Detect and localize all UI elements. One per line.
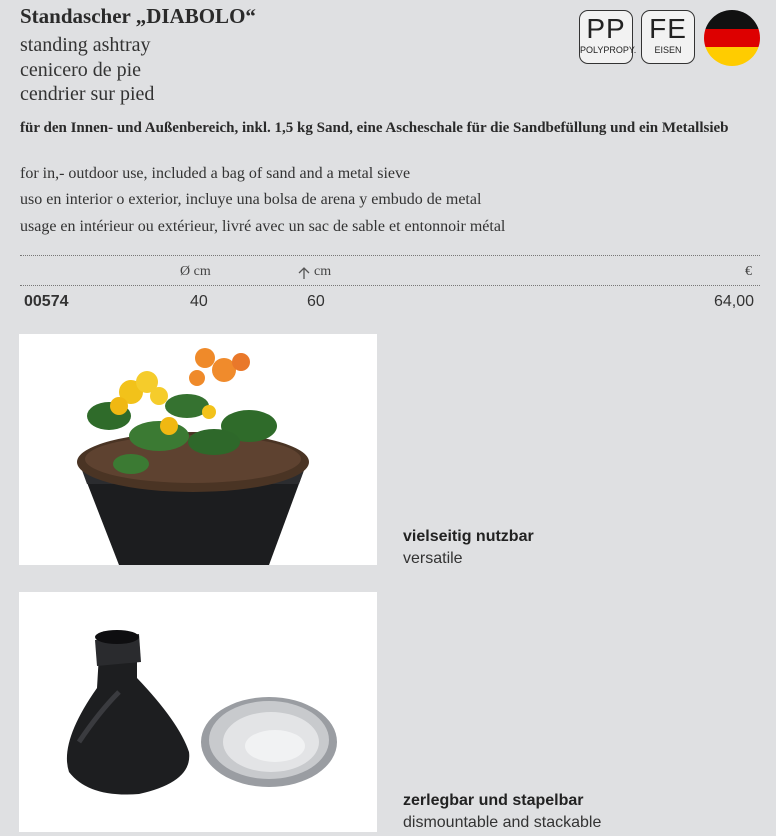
planter-photo bbox=[19, 334, 377, 565]
dismounted-parts-photo bbox=[19, 592, 377, 832]
badge-label: EISEN bbox=[654, 45, 682, 55]
price-value: 64,00 bbox=[714, 293, 755, 310]
description-english: for in,- outdoor use, included a bag of sand and a metal sieve bbox=[20, 165, 411, 182]
subtitle-english: standing ashtray bbox=[20, 34, 151, 56]
feature-caption-english: versatile bbox=[403, 550, 463, 567]
badge-label: POLYPROPY. bbox=[580, 45, 637, 55]
height-value: 60 bbox=[307, 293, 325, 310]
badge-code: PP bbox=[586, 13, 626, 44]
description-spanish: uso en interior o exterior, incluye una bolsa de arena y embudo de metal bbox=[20, 191, 482, 208]
table-divider-middle bbox=[20, 285, 760, 286]
diameter-value: 40 bbox=[190, 293, 208, 310]
material-badge-fe bbox=[641, 10, 695, 64]
product-title: Standascher „DIABOLO“ bbox=[20, 4, 256, 28]
height-arrow-icon bbox=[297, 266, 311, 280]
feature-caption-english: dismountable and stackable bbox=[403, 814, 602, 831]
description-german: für den Innen- und Außenbereich, inkl. 1,5 kg Sand, eine Ascheschale für die Sandbefüllung und ein Metallsieb bbox=[20, 120, 729, 136]
subtitle-spanish: cenicero de pie bbox=[20, 59, 142, 81]
subtitle-french: cendrier sur pied bbox=[20, 83, 155, 105]
badge-code: FE bbox=[649, 13, 687, 44]
feature-caption-german: zerlegbar und stapelbar bbox=[403, 792, 584, 809]
material-badge-pp bbox=[579, 10, 637, 64]
description-french: usage en intérieur ou extérieur, livré avec un sac de sable et entonnoir métal bbox=[20, 218, 506, 235]
article-number: 00574 bbox=[24, 293, 69, 310]
feature-caption-german: vielseitig nutzbar bbox=[403, 528, 534, 545]
table-divider-top bbox=[20, 255, 760, 256]
german-flag-icon bbox=[704, 10, 760, 66]
header-price: € bbox=[745, 264, 752, 279]
header-diameter: Ø cm bbox=[180, 264, 211, 279]
header-height: cm bbox=[314, 264, 332, 279]
